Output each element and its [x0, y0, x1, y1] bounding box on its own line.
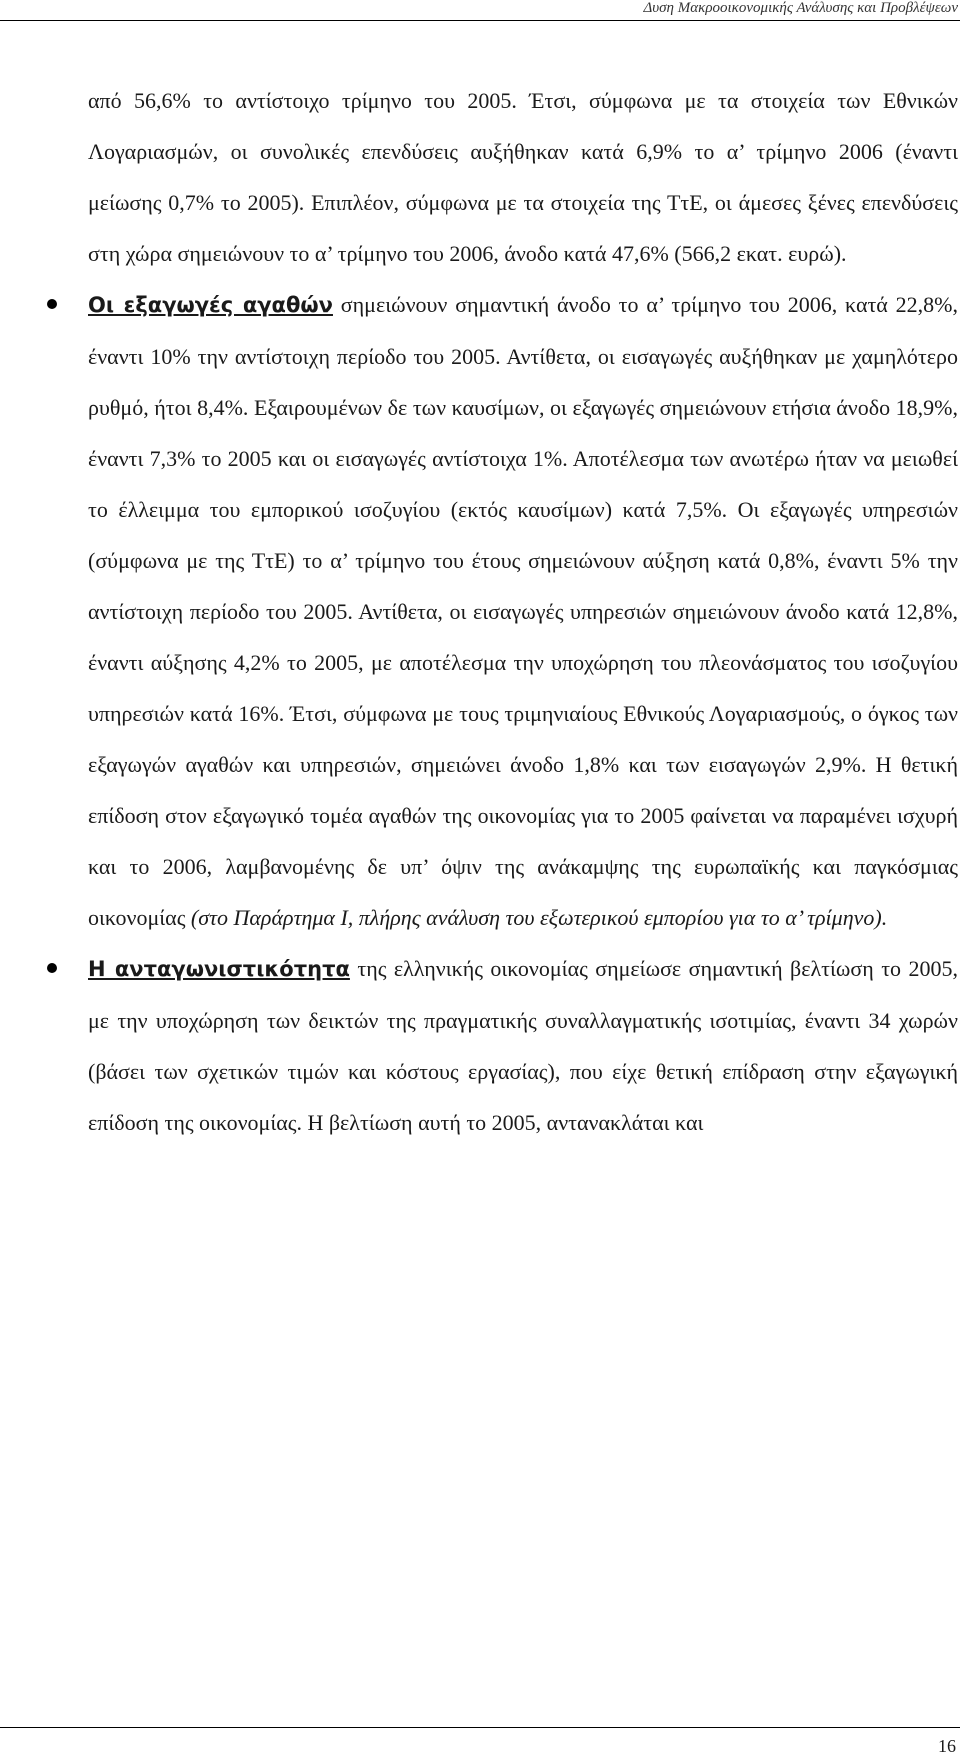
header-rule — [0, 20, 960, 21]
bullet-icon — [47, 963, 57, 973]
bullet-exports-heading: Οι εξαγωγές αγαθών — [88, 293, 333, 317]
running-header — [0, 0, 958, 22]
bullet-competitiveness — [88, 943, 958, 1148]
bullet-competitiveness-text: της ελληνικής οικονομίας σημείωσε σημαντική βελτίωση το 2005, με την υποχώρηση των δεικτών της πραγματικής συναλλαγματικής ισοτιμίας, έναντι 34 χωρών (βάσει των σχετικών τιμών και κόστους εργασίας), που είχε θετική επίδραση στην εξαγωγική επίδοση της οικονομίας. Η βελτίωση αυτή το 2005, αντανακλάται και — [88, 956, 958, 1135]
intro-paragraph: από 56,6% το αντίστοιχο τρίμηνο του 2005. Έτσι, σύμφωνα με τα στοιχεία των Εθνικών Λογαριασμών, οι συνολικές επενδύσεις αυξήθηκαν κατά 6,9% το α’ τρίμηνο 2006 (έναντι μείωσης 0,7% το 2005). Επιπλέον, σύμφωνα με τα στοιχεία της ΤτΕ, οι άμεσες ξένες επενδύσεις στη χώρα σημειώνουν το α’ τρίμηνο του 2006, άνοδο κατά 47,6% (566,2 εκατ. ευρώ). — [88, 88, 958, 266]
page-body — [88, 75, 958, 1148]
bullet-exports-text: σημειώνουν σημαντική άνοδο το α’ τρίμηνο του 2006, κατά 22,8%, έναντι 10% την αντίστοιχη περίοδο του 2005. Αντίθετα, οι εισαγωγές αυξήθηκαν με χαμηλότερο ρυθμό, ήτοι 8,4%. Εξαιρουμένων δε των καυσίμων, οι εξαγωγές σημειώνουν ετήσια άνοδο 18,9%, έναντι 7,3% το 2005 και οι εισαγωγές αντίστοιχα 1%. Αποτέλεσμα των ανωτέρω ήταν να μειωθεί το έλλειμμα του εμπορικού ισοζυγίου (εκτός καυσίμων) κατά 7,5%. Οι εξαγωγές υπηρεσιών (σύμφωνα με της ΤτΕ) το α’ τρίμηνο του έτους σημειώνουν αύξηση κατά 0,8%, έναντι 5% την αντίστοιχη περίοδο του 2005. Αντίθετα, οι εισαγωγές υπηρεσιών σημειώνουν άνοδο κατά 12,8%, έναντι αύξησης 4,2% το 2005, με αποτέλεσμα την υποχώρηση του πλεονάσματος του ισοζυγίου υπηρεσιών κατά 16%. Έτσι, σύμφωνα με τους τριμηνιαίους Εθνικούς Λογαριασμούς, ο όγκος των εξαγωγών αγαθών και υπηρεσιών, σημειώνει άνοδο 1,8% και των εισαγωγών 2,9%. Η θετική επίδοση στον εξαγωγικό τομέα αγαθών της οικονομίας για το 2005 φαίνεται να παραμένει ισχυρή και το 2006, λαμβανομένης δε υπ’ όψιν της ανάκαμψης της ευρωπαϊκής και παγκόσμιας οικονομίας — [88, 292, 958, 930]
page-number: 16 — [938, 1736, 956, 1756]
bullet-competitiveness-heading: Η ανταγωνιστικότητα — [88, 957, 350, 981]
running-header-title: Δυση Μακροοικονομικής Ανάλυσης και Προβλέψεων — [643, 0, 958, 16]
bullet-icon — [47, 299, 57, 309]
bullet-exports — [88, 279, 958, 943]
footer-rule — [0, 1727, 960, 1728]
bullet-exports-note: (στο Παράρτημα Ι, πλήρης ανάλυση του εξωτερικού εμπορίου για το α’ τρίμηνο). — [190, 905, 888, 930]
